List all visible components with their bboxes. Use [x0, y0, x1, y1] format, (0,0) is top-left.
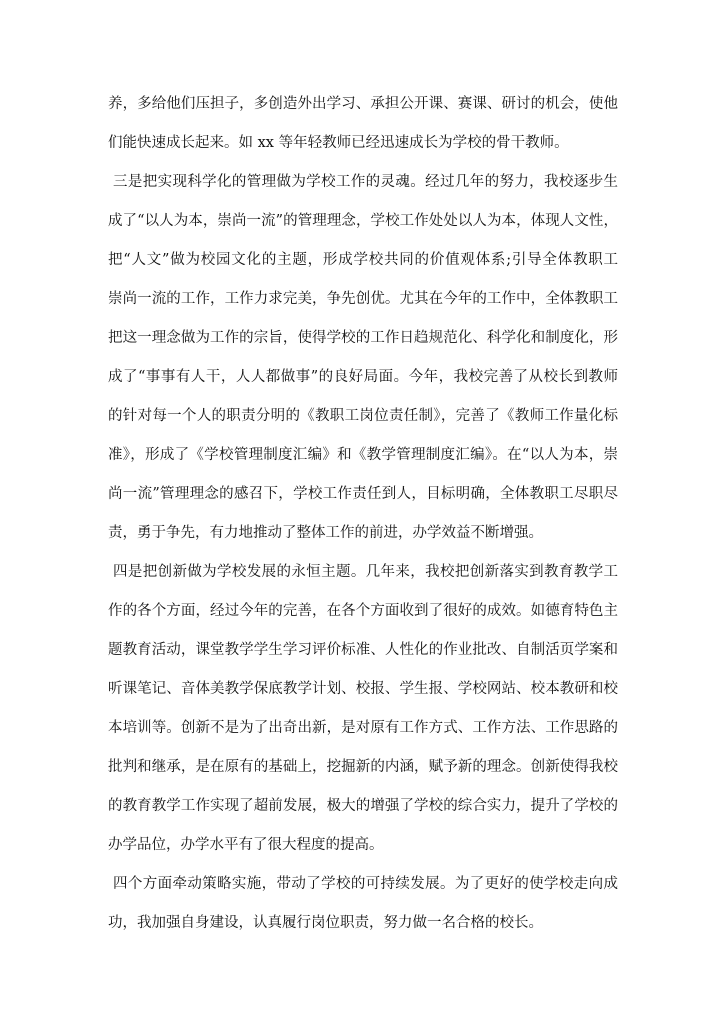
text-line: 准》，形成了《学校管理制度汇编》和《教学管理制度汇编》。在“以人为本，崇: [108, 447, 618, 463]
text-line: 责，勇于争先，有力地推动了整体工作的前进，办学效益不断增强。: [108, 525, 543, 541]
text-line: 们能快速成长起来。如 xx 等年轻教师已经迅速成长为学校的骨干教师。: [108, 135, 569, 151]
text-line: 功，我加强自身建设，认真履行岗位职责，努力做一名合格的校长。: [108, 915, 543, 931]
text-line: 四个方面牵动策略实施，带动了学校的可持续发展。为了更好的使学校走向成: [113, 876, 618, 892]
text-line: 作的各个方面，经过今年的完善，在各个方面收到了很好的成效。如德育特色主: [108, 603, 618, 619]
text-line: 的教育教学工作实现了超前发展，极大的增强了学校的综合实力，提升了学校的: [108, 798, 618, 814]
text-line: 尚一流”管理理念的感召下，学校工作责任到人，目标明确，全体教职工尽职尽: [108, 486, 618, 502]
text-line: 本培训等。创新不是为了出奇出新，是对原有工作方式、工作方法、工作思路的: [108, 720, 618, 736]
text-line: 成了“事事有人干，人人都做事”的良好局面。今年，我校完善了从校长到教师: [108, 369, 618, 385]
text-line: 的针对每一个人的职责分明的《教职工岗位责任制》，完善了《教师工作量化标: [108, 408, 618, 424]
text-line: 批判和继承，是在原有的基础上，挖掘新的内涵，赋予新的理念。创新使得我校: [108, 759, 618, 775]
text-line: 养，多给他们压担子，多创造外出学习、承担公开课、赛课、研讨的机会，使他: [108, 96, 618, 112]
text-line: 四是把创新做为学校发展的永恒主题。几年来，我校把创新落实到教育教学工: [113, 564, 618, 580]
text-line: 把这一理念做为工作的宗旨，使得学校的工作日趋规范化、科学化和制度化，形: [108, 330, 618, 346]
text-line: 办学品位，办学水平有了很大程度的提高。: [108, 837, 384, 853]
text-line: 崇尚一流的工作，工作力求完美，争先创优。尤其在今年的工作中，全体教职工: [108, 291, 618, 307]
text-line: 把“人文”做为校园文化的主题，形成学校共同的价值观体系;引导全体教职工: [108, 252, 618, 268]
text-line: 成了“以人为本，崇尚一流”的管理理念，学校工作处处以人为本，体现人文性，: [108, 213, 618, 229]
text-line: 三是把实现科学化的管理做为学校工作的灵魂。经过几年的努力，我校逐步生: [113, 174, 618, 190]
text-line: 题教育活动，课堂教学学生学习评价标准、人性化的作业批改、自制活页学案和: [108, 642, 618, 658]
text-line: 听课笔记、音体美教学保底教学计划、校报、学生报、学校网站、校本教研和校: [108, 681, 618, 697]
